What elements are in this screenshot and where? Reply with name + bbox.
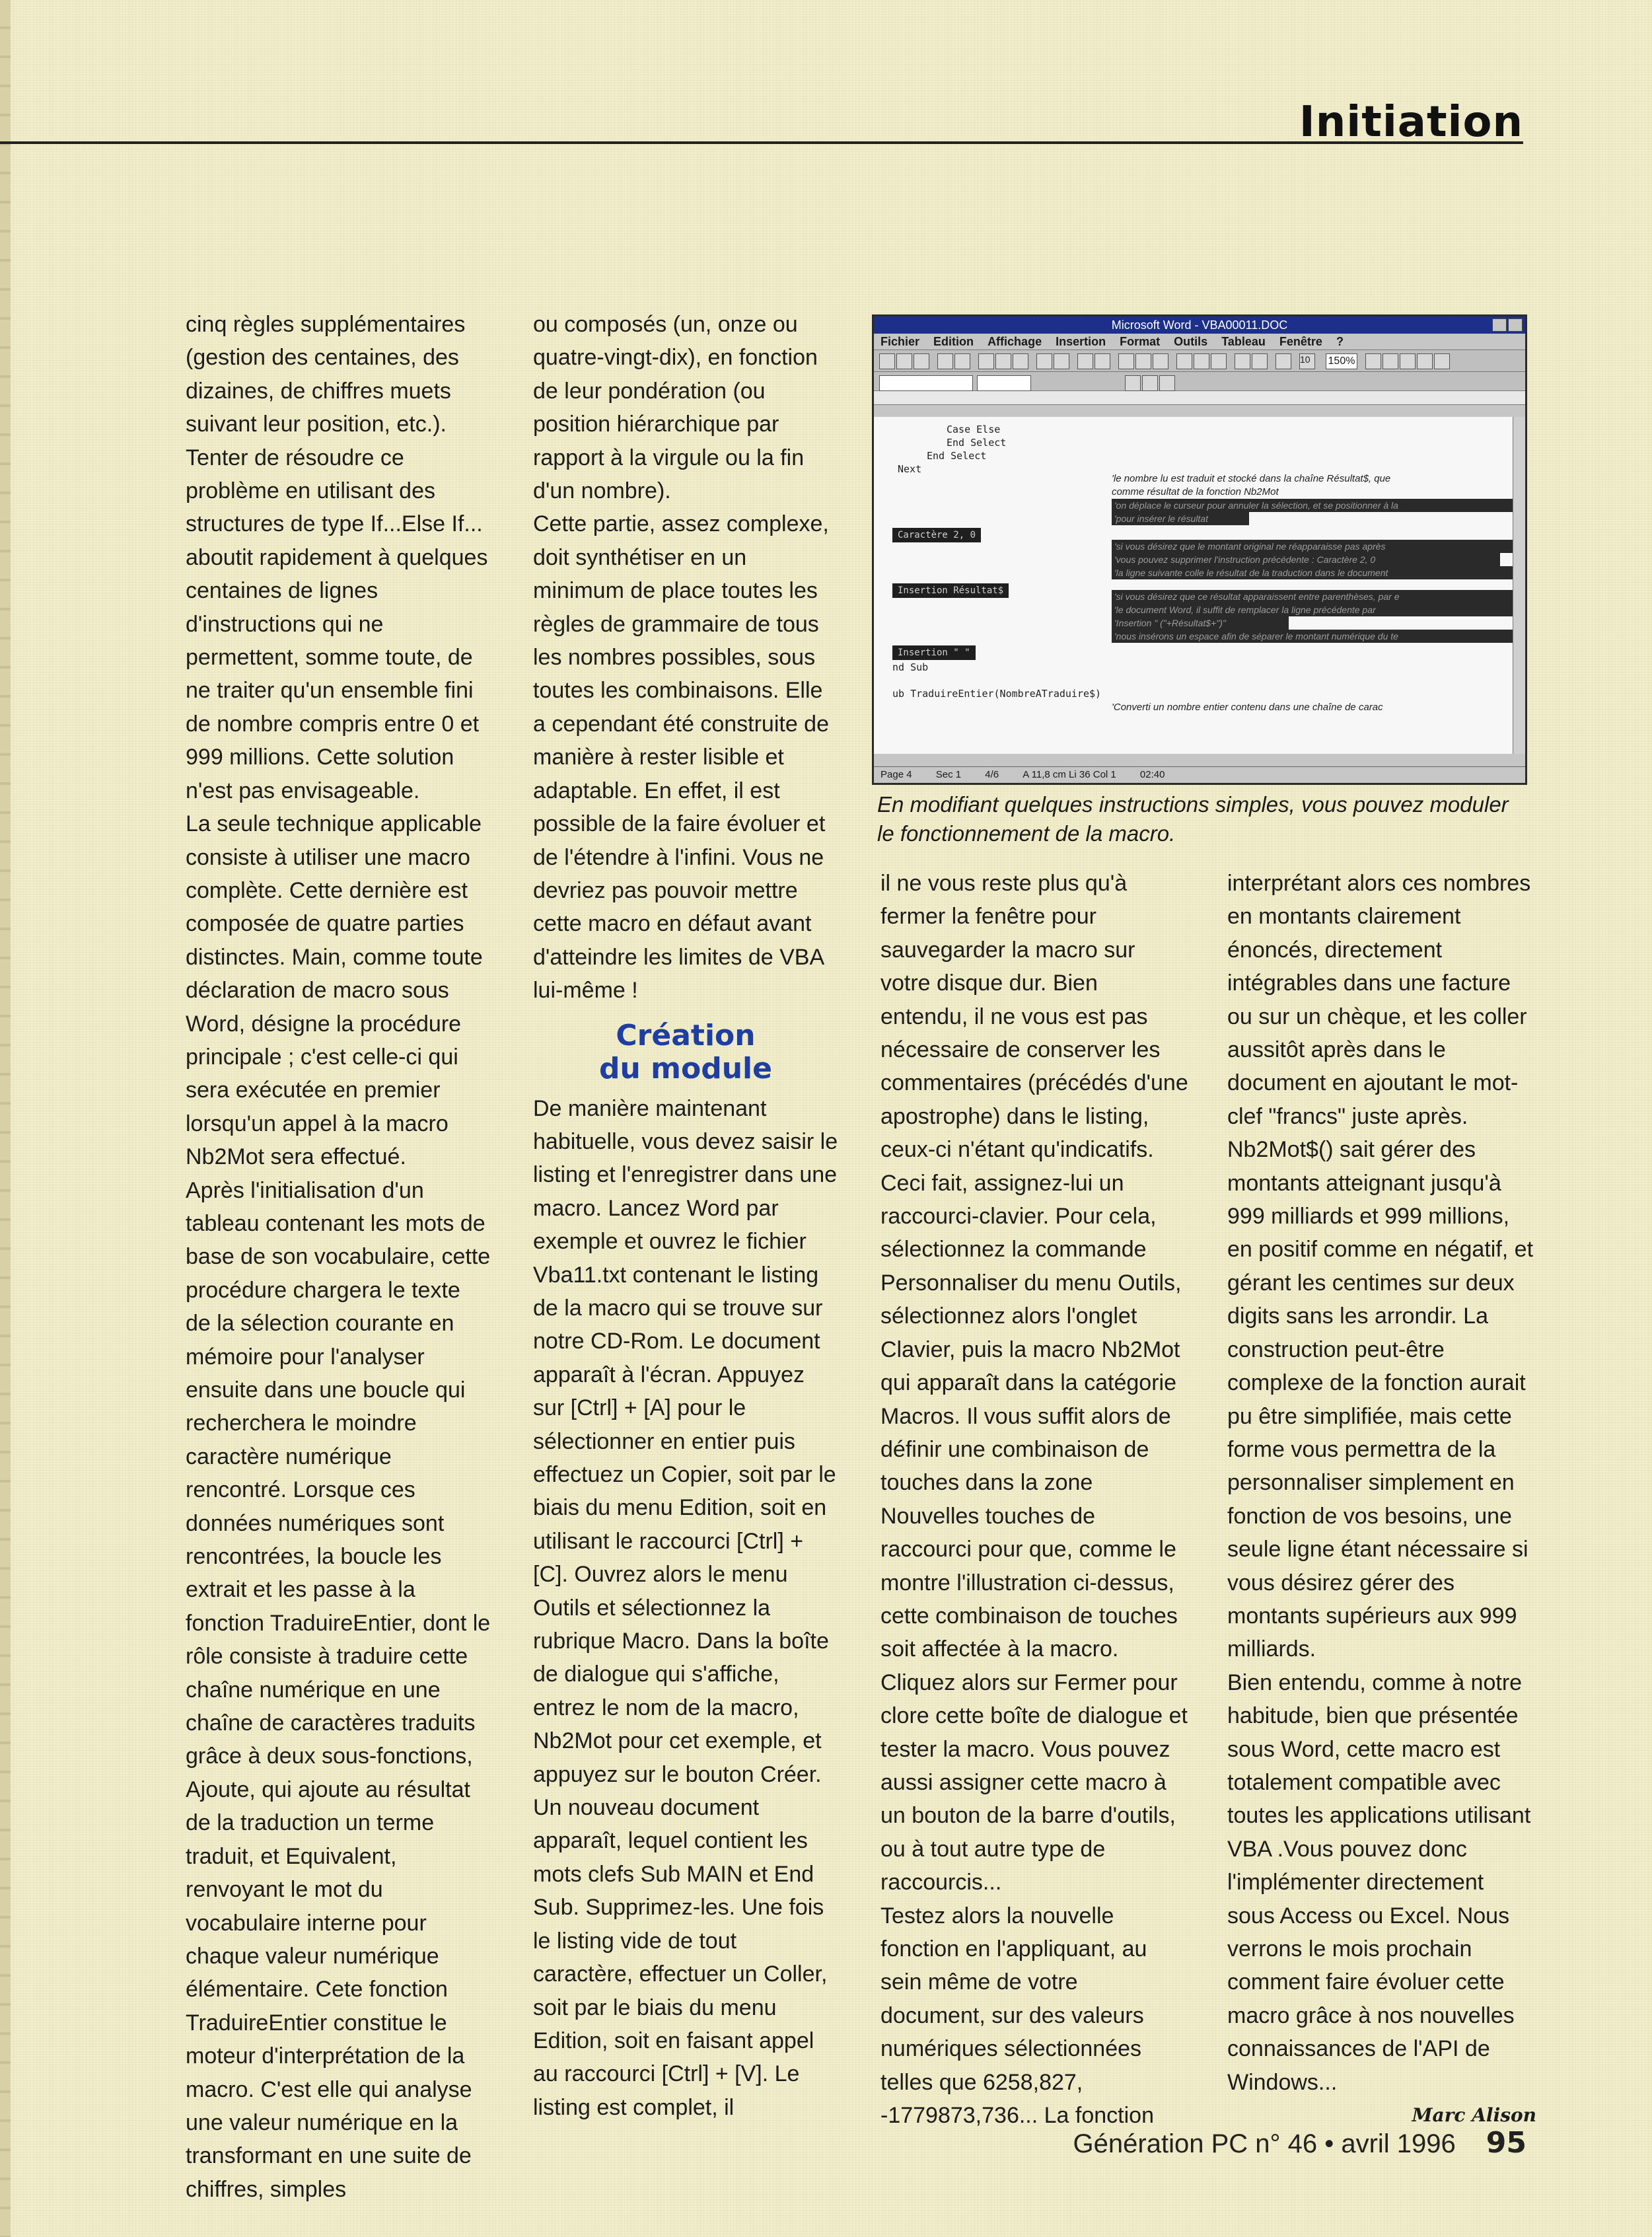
zoom-box: 150%: [1326, 353, 1357, 369]
paragraph: La seule technique applicable consiste à utiliser une macro complète. Cette dernière est composée de quatre parties distinctes. Main, comme toute déclaration de macro sous Word, désigne la procédure principale ; c'est celle-ci qui sera exécutée en premier lorsqu'un appel à la macro Nb2Mot sera effectué.: [186, 811, 483, 1170]
paragraph: Cette partie, assez complexe, doit synthétiser en un minimum de place toutes les règles de grammaire de tous les nombres possibles, sous toutes les combinaisons. Elle a cependant été construite de manière à rester lisible et adaptable. En effet, il est possible de la faire évoluer et de l'étendre à l'infini. Vous ne devriez pas pouvoir mettre cette macro en défaut avant d'atteindre les limites de VBA lui-même !: [533, 511, 829, 1004]
bold-icon: [1118, 353, 1134, 369]
binding-edge: [0, 0, 11, 2237]
subheading-line-2: du module: [599, 1051, 772, 1085]
comment-block: 'le document Word, il suffit de remplacer la ligne précédente par: [1112, 603, 1513, 616]
comment-line: 'Converti un nombre entier contenu dans une chaîne de carac: [1112, 702, 1383, 713]
page-number: 95: [1486, 2126, 1526, 2160]
paragraph: Testez alors la nouvelle fonction en l'appliquant, au sein même de votre document, sur des valeurs numériques sélectionnées telles que 6258,827, -1779873,736... La fonction: [880, 1903, 1154, 2129]
menu-bar: [874, 334, 1525, 350]
column-3: [880, 867, 1188, 2132]
code-highlight: Insertion " ": [892, 645, 976, 660]
paragraph: Ceci fait, assignez-lui un raccourci-clavier. Pour cela, sélectionnez la commande Personnaliser du menu Outils, sélectionnez alors l'onglet Clavier, puis la macro Nb2Mot qui apparaît dans la catégorie Macros. Il vous suffit alors de définir une combinaison de touches dans la zone Nouvelles touches de raccourci pour que, comme le montre l'illustration ci-dessus, cette combinaison de touches soit affectée à la macro. Cliquez alors sur Fermer pour clore cette boîte de dialogue et tester la macro. Vous pouvez aussi assigner cette macro à un bouton de la barre d'outils, ou à tout autre type de raccourcis...: [880, 1170, 1188, 1895]
code-line: ub TraduireEntier(NombreATraduire$): [892, 688, 1102, 700]
comment-line: 'le nombre lu est traduit et stocké dans la chaîne Résultat$, que: [1112, 473, 1391, 484]
paragraph: il ne vous reste plus qu'à fermer la fenêtre pour sauvegarder la macro sur votre disque dur. Bien entendu, il ne vous est pas nécessaire de conserver les commentaires (précédés d'une apostrophe) dans le listing, ceux-ci n'étant qu'indicatifs.: [880, 871, 1188, 1163]
align-center-icon: [1194, 353, 1209, 369]
menu-tableau: Tableau: [1221, 335, 1266, 348]
style-box: [879, 375, 973, 391]
vertical-scrollbar: [1513, 417, 1525, 754]
maximize-icon: [1508, 318, 1523, 332]
format-toolbar: [874, 372, 1525, 391]
paragraph: Nb2Mot$() sait gérer des montants atteignant jusqu'à 999 milliards et 999 millions, en positif comme en négatif, et gérant les centimes sur deux digits sans les arrondir. La construction peut-être complexe de la fonction aurait pu être simplifiée, mais cette forme vous permettra de la personnaliser simplement en fonction de vos besoins, une seule ligne étant nécessaire si vous désirez gérer des montants supérieurs aux 999 milliards.: [1227, 1137, 1534, 1662]
menu-edition: Edition: [933, 335, 974, 348]
save-icon: [914, 353, 929, 369]
align-left-icon: [1176, 353, 1192, 369]
zoom-icon: [1434, 353, 1450, 369]
print-icon: [937, 353, 953, 369]
status-page: Page 4: [880, 769, 912, 780]
comment-block: 'si vous désirez que ce résultat apparaissent entre parenthèses, par e: [1112, 590, 1513, 603]
column-2: [533, 308, 838, 2124]
code-line: Case Else: [947, 423, 1001, 435]
comment-block: 'la ligne suivante colle le résultat de la traduction dans le document: [1112, 566, 1513, 579]
drawing-icon: [1383, 353, 1398, 369]
page-footer: [1073, 2126, 1526, 2160]
header-rule: [0, 141, 1523, 144]
word-screenshot: [872, 314, 1527, 785]
paragraph: De manière maintenant habituelle, vous devez saisir le listing et l'enregistrer dans une macro. Lancez Word par exemple et ouvrez le fichier Vba11.txt contenant le listing de la macro qui se trouve sur notre CD-Rom. Le document apparaît à l'écran. Appuyez sur [Ctrl] + [A] pour le sélectionner en entier puis effectuez un Copier, soit par le biais du menu Edition, soit en utilisant le raccourci [Ctrl] + [C]. Ouvrez alors le menu Outils et sélectionnez la rubrique Macro. Dans la boîte de dialogue qui s'affiche, entrez le nom de la macro, Nb2Mot pour cet exemple, et appuyez sur le bouton Créer.: [533, 1095, 838, 1787]
status-time: 02:40: [1139, 769, 1165, 780]
ruler: [874, 391, 1525, 405]
minimize-icon: [1492, 318, 1507, 332]
bullets-icon: [1235, 353, 1250, 369]
comment-block: 'si vous désirez que le montant original ne réapparaisse pas après: [1112, 540, 1513, 553]
paragraph: interprétant alors ces nombres en montants clairement énoncés, directement intégrables dans une facture ou sur un chèque, et les coller aussitôt après dans le document en ajoutant le mot-clef "francs" juste après.: [1227, 871, 1531, 1129]
preview-icon: [954, 353, 970, 369]
comment-block: 'vous pouvez supprimer l'instruction précédente : Caractère 2, 0: [1112, 553, 1500, 566]
status-pages: 4/6: [985, 769, 999, 780]
paragraph: Un nouveau document apparaît, lequel contient les mots clefs Sub MAIN et End Sub. Supprimez-les. Une fois le listing vide de tout caractère, effectuer un Coller, soit par le biais du menu Edition, soit en faisant appel au raccourci [Ctrl] + [V]. Le listing est complet, il: [533, 1795, 828, 2120]
font-size-box: [1299, 353, 1315, 369]
status-section: Sec 1: [935, 769, 962, 780]
borders-icon: [1275, 353, 1291, 369]
paste-icon: [1013, 353, 1028, 369]
menu-affichage: Affichage: [988, 335, 1042, 348]
document-area: [874, 417, 1516, 754]
menu-outils: Outils: [1174, 335, 1208, 348]
paragraph: Bien entendu, comme à notre habitude, bien que présentée sous Word, cette macro est totalement compatible avec toutes les applications utilisant VBA .Vous pouvez donc l'implémenter directement sous Access ou Excel. Nous verrons le mois prochain comment faire évoluer cette macro grâce à nos nouvelles connaissances de l'API de Windows...: [1227, 1669, 1531, 2095]
code-line: nd Sub: [892, 661, 929, 673]
column-4: [1227, 867, 1536, 2132]
author-signature: Marc Alison: [1412, 2104, 1536, 2127]
indent-icon: [1252, 353, 1268, 369]
underline-icon: [1153, 353, 1168, 369]
subheading-line-1: Création: [616, 1018, 756, 1052]
comment-block: 'Insertion " ("+Résultat$+")": [1112, 616, 1289, 630]
menu-insertion: Insertion: [1056, 335, 1106, 348]
font-box: [977, 375, 1031, 391]
help-icon: [1365, 353, 1381, 369]
window-title-bar: [874, 316, 1525, 334]
paragraph: cinq règles supplémentaires (gestion des centaines, des dizaines, de chiffres muets suivant leur position, etc.). Tenter de résoudre ce problème en utilisant des structures de type If...Else If... aboutit rapidement à quelques centaines de lignes d'instructions qui ne permettent, somme toute, de ne traiter qu'un ensemble fini de nombre compris entre 0 et 999 millions. Cette solution n'est pas envisageable.: [186, 312, 488, 803]
map-icon: [1400, 353, 1416, 369]
code-line: End Select: [927, 450, 987, 462]
code-line: End Select: [947, 437, 1007, 449]
redo-icon: [1054, 353, 1069, 369]
copy-icon: [995, 353, 1011, 369]
align-right-icon: [1211, 353, 1227, 369]
paragraph: ou composés (un, onze ou quatre-vingt-dix), en fonction de leur pondération (ou position hiérarchique par rapport à la virgule ou la fin d'un nombre).: [533, 312, 818, 504]
section-title: Initiation: [1299, 98, 1523, 147]
bold-icon: [1125, 375, 1141, 391]
columns-icon: [1095, 353, 1110, 369]
undo-icon: [1036, 353, 1052, 369]
code-line: Next: [898, 463, 922, 475]
menu-format: Format: [1120, 335, 1161, 348]
comment-block: 'nous insérons un espace afin de séparer le montant numérique du te: [1112, 630, 1513, 643]
footer-text: Génération PC n° 46 • avril 1996: [1073, 2129, 1456, 2158]
menu-fenetre: Fenêtre: [1279, 335, 1322, 348]
standard-toolbar: [874, 350, 1525, 372]
subheading: [533, 1019, 838, 1085]
table-icon: [1077, 353, 1093, 369]
font-size: 10: [1300, 354, 1311, 365]
paragraph: Après l'initialisation d'un tableau contenant les mots de base de son vocabulaire, cette procédure chargera le texte de la sélection courante en mémoire pour l'analyser ensuite dans une boucle qui recherchera le moindre caractère numérique rencontré. Lorsque ces données numériques sont rencontrées, la boucle les extrait et les passe à la fonction TraduireEntier, dont le rôle consiste à traduire cette chaîne numérique en une chaîne de caractères traduits grâce à deux sous-fonctions, Ajoute, qui ajoute au résultat de la traduction un terme traduit, et Equivalent, renvoyant le mot du vocabulaire interne pour chaque valeur numérique élémentaire. Cete fonction TraduireEntier constitue le moteur d'interprétation de la macro. C'est elle qui analyse une valeur numérique en la transformant en une suite de chiffres, simples: [186, 1177, 491, 2202]
open-icon: [896, 353, 912, 369]
window-title: Microsoft Word - VBA00011.DOC: [1111, 318, 1288, 332]
cut-icon: [978, 353, 994, 369]
column-1: [186, 308, 491, 2206]
italic-icon: [1135, 353, 1151, 369]
figure-caption: En modifiant quelques instructions simples, vous pouvez moduler le fonctionnement de la macro.: [877, 792, 1509, 846]
wizard-icon: [1417, 353, 1433, 369]
italic-icon: [1142, 375, 1158, 391]
status-position: A 11,8 cm Li 36 Col 1: [1023, 769, 1116, 780]
comment-block: 'on déplace le curseur pour annuler la sélection, et se positionner à la: [1112, 499, 1513, 512]
status-bar: [874, 766, 1525, 783]
underline-icon: [1159, 375, 1175, 391]
code-highlight: Caractère 2, 0: [892, 528, 981, 542]
comment-block: 'pour insérer le résultat: [1112, 512, 1249, 525]
comment-line: comme résultat de la fonction Nb2Mot: [1112, 486, 1279, 497]
code-highlight: Insertion Résultat$: [892, 583, 1009, 598]
new-icon: [879, 353, 895, 369]
menu-fichier: Fichier: [880, 335, 920, 348]
menu-help: ?: [1336, 335, 1344, 348]
